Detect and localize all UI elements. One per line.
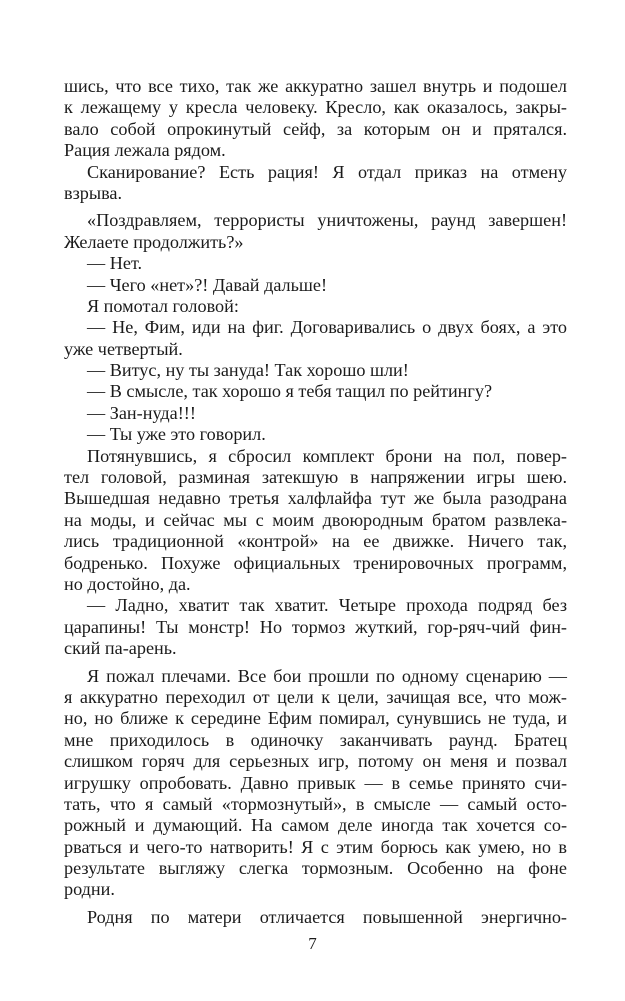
text-line: — Чего «нет»?! Давай дальше!: [87, 274, 328, 295]
text-line: — Нет.: [87, 253, 143, 274]
text-line: Сканирование? Есть рация! Я отдал приказ на отмену: [87, 161, 567, 182]
text-line: ский па-арень.: [64, 638, 177, 659]
text-line: Желаете продолжить?»: [64, 231, 244, 252]
text-line: царапины! Ты монстр! Но тормоз жуткий, гор-ряч-чий фин-: [64, 616, 567, 637]
text-line: к лежащему у кресла человеку. Кресло, как оказалось, закры-: [64, 97, 567, 118]
text-line: шись, что все тихо, так же аккуратно зашел внутрь и подошел: [64, 76, 567, 96]
text-line: — Ладно, хватит так хватит. Четыре прохода подряд без: [87, 595, 567, 616]
text-line: лись традиционной «контрой» на ее движке. Ничего так,: [64, 531, 567, 552]
text-line: вало собой опрокинутый сейф, за которым он и прятался.: [64, 118, 567, 139]
text-line: тел головой, разминая затекшую в напряжении игры шею.: [64, 467, 567, 488]
text-line: — Витус, ну ты зануда! Так хорошо шли!: [87, 360, 409, 381]
text-line: рваться и чего-то натворить! Я с этим борюсь как умею, но в: [64, 836, 567, 857]
text-line: рожный и думающий. На самом деле иногда так хочется со-: [64, 815, 567, 836]
text-line: Родня по матери отличается повышенной энергично-: [87, 906, 567, 927]
text-line: «Поздравляем, террористы уничтожены, раунд завершен!: [87, 210, 567, 231]
body-text: [64, 76, 567, 928]
text-line: мне приходилось в одиночку заканчивать раунд. Братец: [64, 729, 567, 750]
text-line: игрушку опробовать. Давно привык — в семье принято счи-: [64, 772, 567, 793]
page-number: 7: [308, 934, 317, 953]
text-line: Вышедшая недавно третья халфлайфа тут же была разодрана: [64, 488, 567, 509]
text-line: — Не, Фим, иди на фиг. Договаривались о двух боях, а это: [87, 317, 567, 338]
text-line: на моды, и сейчас мы с моим двоюродным братом развлека-: [64, 509, 567, 530]
text-line: но достойно, да.: [64, 573, 191, 594]
text-line: но, но ближе к середине Ефим помирал, сунувшись не туда, и: [64, 708, 567, 729]
text-line: Потянувшись, я сбросил комплект брони на пол, повер-: [87, 445, 567, 466]
text-line: взрыва.: [64, 182, 123, 203]
text-line: я аккуратно переходил от цели к цели, зачищая все, что мож-: [64, 686, 567, 707]
text-line: Я пожал плечами. Все бои прошли по одному сценарию —: [87, 665, 567, 686]
text-line: уже четвертый.: [64, 338, 183, 359]
text-line: родни.: [64, 879, 115, 900]
text-line: — В смысле, так хорошо я тебя тащил по рейтингу?: [87, 381, 493, 402]
text-line: Я помотал головой:: [87, 295, 239, 316]
text-line: — Ты уже это говорил.: [87, 424, 266, 445]
text-line: тать, что я самый «тормознутый», в смысле — самый осто-: [64, 793, 567, 814]
text-line: бодренько. Похуже официальных тренировочных программ,: [64, 552, 567, 573]
text-line: слишком горяч для серьезных игр, потому он меня и позвал: [64, 751, 567, 772]
text-line: — Зан-нуда!!!: [87, 402, 196, 423]
text-line: Рация лежала рядом.: [64, 140, 226, 161]
text-line: результате выгляжу слегка тормозным. Особенно на фоне: [64, 858, 567, 879]
